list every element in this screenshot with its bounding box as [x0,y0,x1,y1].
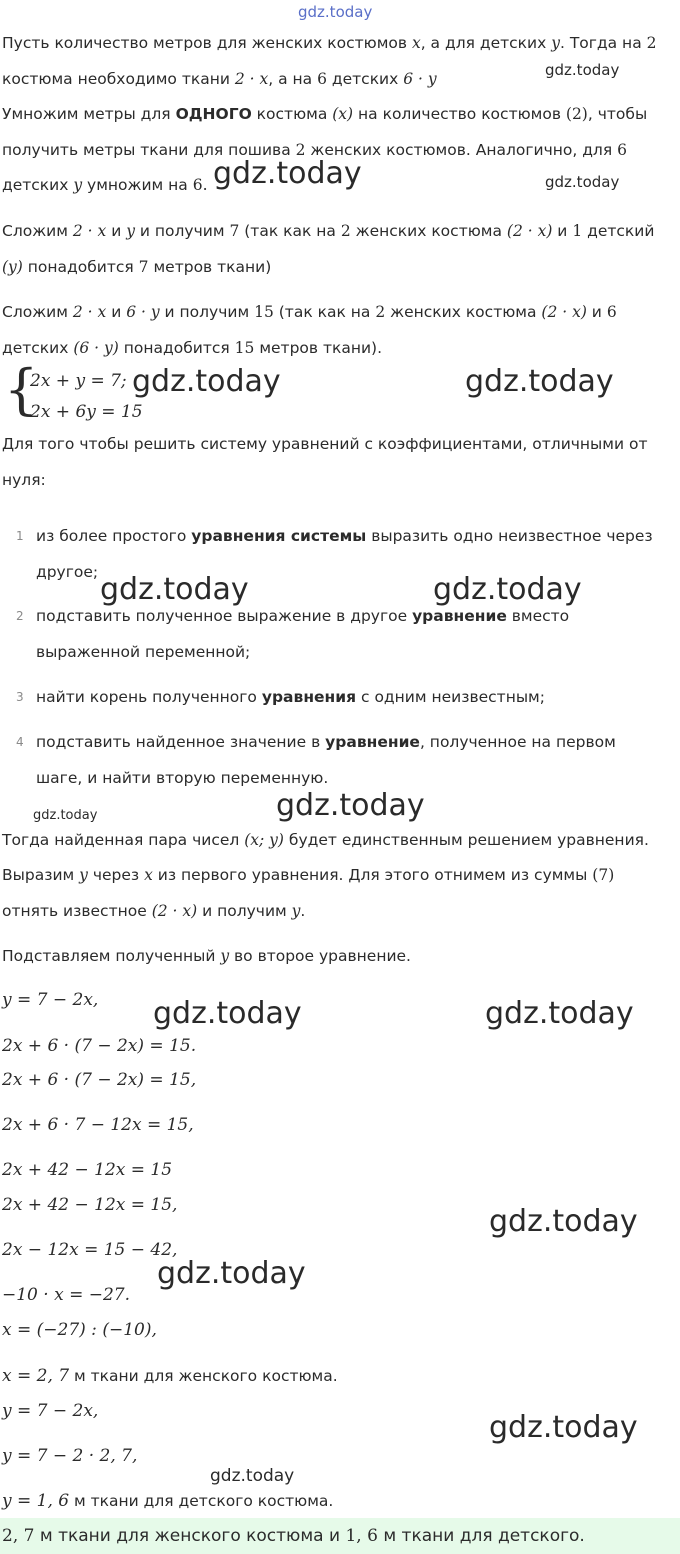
equation-12: y = 7 − 2 · 2, 7, [2,1446,138,1466]
watermark: gdz.today [132,364,281,399]
system-equation-1: 2x + y = 7; [30,371,127,391]
watermark: gdz.today [545,173,620,191]
step-text: найти корень полученного уравнения с одним неизвестным; [36,688,545,706]
paragraph-3-line-2: (y) понадобится 7 метров ткани) [2,258,272,276]
step-text: подставить полученное выражение в другое уравнение вместо [36,607,570,625]
answer-box: 2, 7 м ткани для женского костюма и 1, 6 м ткани для детского. [0,1518,680,1554]
equation-1: y = 7 − 2x, [2,990,99,1010]
equation-3: 2x + 6 · (7 − 2x) = 15, [2,1070,197,1090]
equation-5: 2x + 42 − 12x = 15 [2,1160,173,1180]
watermark: gdz.today [210,1466,295,1486]
paragraph-5-line-2: Выразим y через x из первого уравнения. Для этого отнимем из суммы (7) [2,866,615,884]
watermark: gdz.today [465,364,614,399]
watermark-top: gdz.today [298,3,373,21]
step-text-cont: шаге, и найти вторую переменную. [36,769,329,787]
paragraph-1-line-2: костюма необходимо ткани 2 · x, а на 6 детских 6 · y [2,70,437,88]
watermark: gdz.today [485,996,634,1031]
equation-8: −10 · x = −27. [2,1285,131,1305]
paragraph-1-line-1: Пусть количество метров для женских костюмов x, а для детских y. Тогда на 2 [2,34,657,52]
watermark: gdz.today [157,1256,306,1291]
step-number: 4 [16,735,24,749]
intro-line-1: Для того чтобы решить систему уравнений с коэффициентами, отличными от [2,435,648,453]
step-text-cont: другое; [36,563,99,581]
watermark: gdz.today [433,572,582,607]
system-equation-2: 2x + 6y = 15 [30,402,143,422]
equation-4: 2x + 6 · 7 − 12x = 15, [2,1115,194,1135]
equation-13: y = 1, 6 м ткани для детского костюма. [2,1491,334,1511]
watermark: gdz.today [213,156,362,191]
system-brace: { [4,358,39,421]
intro-line-2: нуля: [2,471,46,489]
watermark: gdz.today [33,808,98,823]
watermark: gdz.today [489,1410,638,1445]
watermark: gdz.today [545,61,620,79]
equation-system [4,358,204,428]
watermark: gdz.today [276,788,425,823]
watermark: gdz.today [100,572,249,607]
paragraph-2-line-3: детских y умножим на 6. [2,176,208,194]
paragraph-5-line-1: Тогда найденная пара чисел (x; y) будет единственным решением уравнения. [2,831,649,849]
paragraph-6: Подставляем полученный y во второе уравнение. [2,947,411,965]
equation-11: y = 7 − 2x, [2,1401,99,1421]
step-text: подставить найденное значение в уравнение, полученное на первом [36,733,616,751]
step-text: из более простого уравнения системы выразить одно неизвестное через [36,527,653,545]
paragraph-5-line-3: отнять известное (2 · x) и получим y. [2,902,306,920]
equation-10: x = 2, 7 м ткани для женского костюма. [2,1366,338,1386]
paragraph-4-line-1: Сложим 2 · x и 6 · y и получим 15 (так как на 2 женских костюма (2 · x) и 6 [2,303,617,321]
step-number: 2 [16,609,24,623]
paragraph-2-line-2: получить метры ткани для пошива 2 женских костюмов. Аналогично, для 6 [2,141,627,159]
step-number: 3 [16,690,24,704]
paragraph-4-line-2: детских (6 · y) понадобится 15 метров ткани). [2,339,383,357]
step-number: 1 [16,529,24,543]
equation-7: 2x − 12x = 15 − 42, [2,1240,178,1260]
watermark: gdz.today [153,996,302,1031]
step-text-cont: выраженной переменной; [36,643,251,661]
paragraph-2-line-1: Умножим метры для ОДНОГО костюма (x) на количество костюмов (2), чтобы [2,105,648,123]
equation-9: x = (−27) : (−10), [2,1320,157,1340]
watermark: gdz.today [489,1204,638,1239]
equation-2: 2x + 6 · (7 − 2x) = 15. [2,1036,197,1056]
paragraph-3-line-1: Сложим 2 · x и y и получим 7 (так как на 2 женских костюма (2 · x) и 1 детский [2,222,655,240]
equation-6: 2x + 42 − 12x = 15, [2,1195,178,1215]
